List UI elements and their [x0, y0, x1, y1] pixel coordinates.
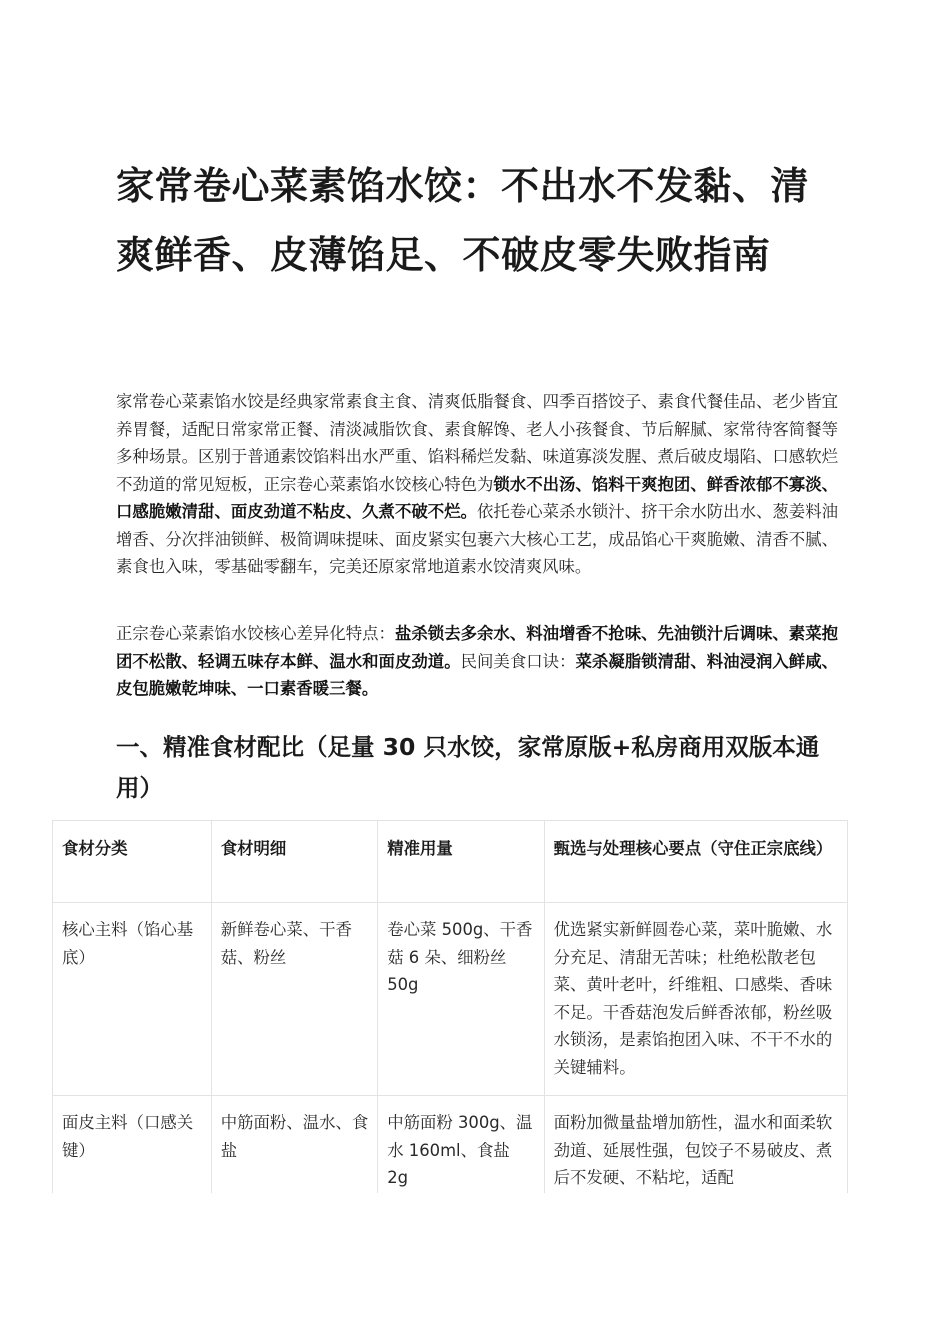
table-row [53, 1096, 848, 1194]
intro-paragraph-1 [116, 388, 838, 581]
table-header-cell: 精准用量 [378, 821, 544, 903]
section-heading: 一、精准食材配比（足量 30 只水饺，家常原版+私房商用双版本通用） [116, 733, 820, 802]
table-header-cell: 甄选与处理核心要点（守住正宗底线） [544, 821, 847, 903]
table-cell: 面粉加微量盐增加筋性，温水和面柔软劲道、延展性强，包饺子不易破皮、煮后不发硬、不粘坨，适配 [544, 1096, 847, 1194]
table-row [53, 903, 848, 1096]
intro-emphasis: 菜杀凝脂锁清甜、料油浸润入鲜咸、皮包脆嫩乾坤味、一口素香暖三餐。 [116, 651, 839, 698]
ingredients-table [52, 820, 848, 1193]
intro-text: 依托卷心菜杀水锁汁、挤干余水防出水、葱姜料油增香、分次拌油锁鲜、极简调味提味、面皮紧实包裹六大核心工艺，成品馅心干爽脆嫩、清香不腻、素食也入味，零基础零翻车，完美还原家常地道素水饺清爽风味。 [116, 502, 839, 576]
intro-emphasis: 锁水不出汤、馅料干爽抱团、鲜香浓郁不寡淡、口感脆嫩清甜、面皮劲道不粘皮、久煮不破不烂。 [116, 474, 839, 521]
table-cell: 新鲜卷心菜、干香菇、粉丝 [211, 903, 377, 1096]
table-cell: 优选紧实新鲜圆卷心菜，菜叶脆嫩、水分充足、清甜无苦味；杜绝松散老包菜、黄叶老叶，纤维粗、口感柴、香味不足。干香菇泡发后鲜香浓郁，粉丝吸水锁汤，是素馅抱团入味、不干不水的关键辅料。 [544, 903, 847, 1096]
table-cell: 核心主料（馅心基底） [53, 903, 212, 1096]
table-cell: 卷心菜 500g、干香菇 6 朵、细粉丝 50g [378, 903, 544, 1096]
intro-text: 正宗卷心菜素馅水饺核心差异化特点： [116, 624, 395, 643]
table-cell: 中筋面粉、温水、食盐 [211, 1096, 377, 1194]
table-cell: 中筋面粉 300g、温水 160ml、食盐 2g [378, 1096, 544, 1194]
intro-text: 家常卷心菜素馅水饺是经典家常素食主食、清爽低脂餐食、四季百搭饺子、素食代餐佳品、老少皆宜养胃餐，适配日常家常正餐、清淡减脂饮食、素食解馋、老人小孩餐食、节后解腻、家常待客简餐等多种场景。区别于普通素饺馅料出水严重、馅料稀烂发黏、味道寡淡发腥、煮后破皮塌陷、口感软烂不劲道的常见短板，正宗卷心菜素馅水饺核心特色为 [116, 392, 838, 494]
ingredients-table-wrapper [52, 820, 848, 1193]
table-header-cell: 食材分类 [53, 821, 212, 903]
intro-text: 民间美食口诀： [460, 651, 576, 671]
intro-emphasis: 盐杀锁去多余水、料油增香不抢味、先油锁汁后调味、素菜抱团不松散、轻调五味存本鲜、温水和面皮劲道。 [116, 624, 839, 671]
document-title: 家常卷心菜素馅水饺：不出水不发黏、清爽鲜香、皮薄馅足、不破皮零失败指南 [116, 164, 810, 277]
intro-paragraph-2 [116, 620, 838, 703]
table-cell: 面皮主料（口感关键） [53, 1096, 212, 1194]
table-header-row [53, 821, 848, 903]
table-header-cell: 食材明细 [211, 821, 377, 903]
